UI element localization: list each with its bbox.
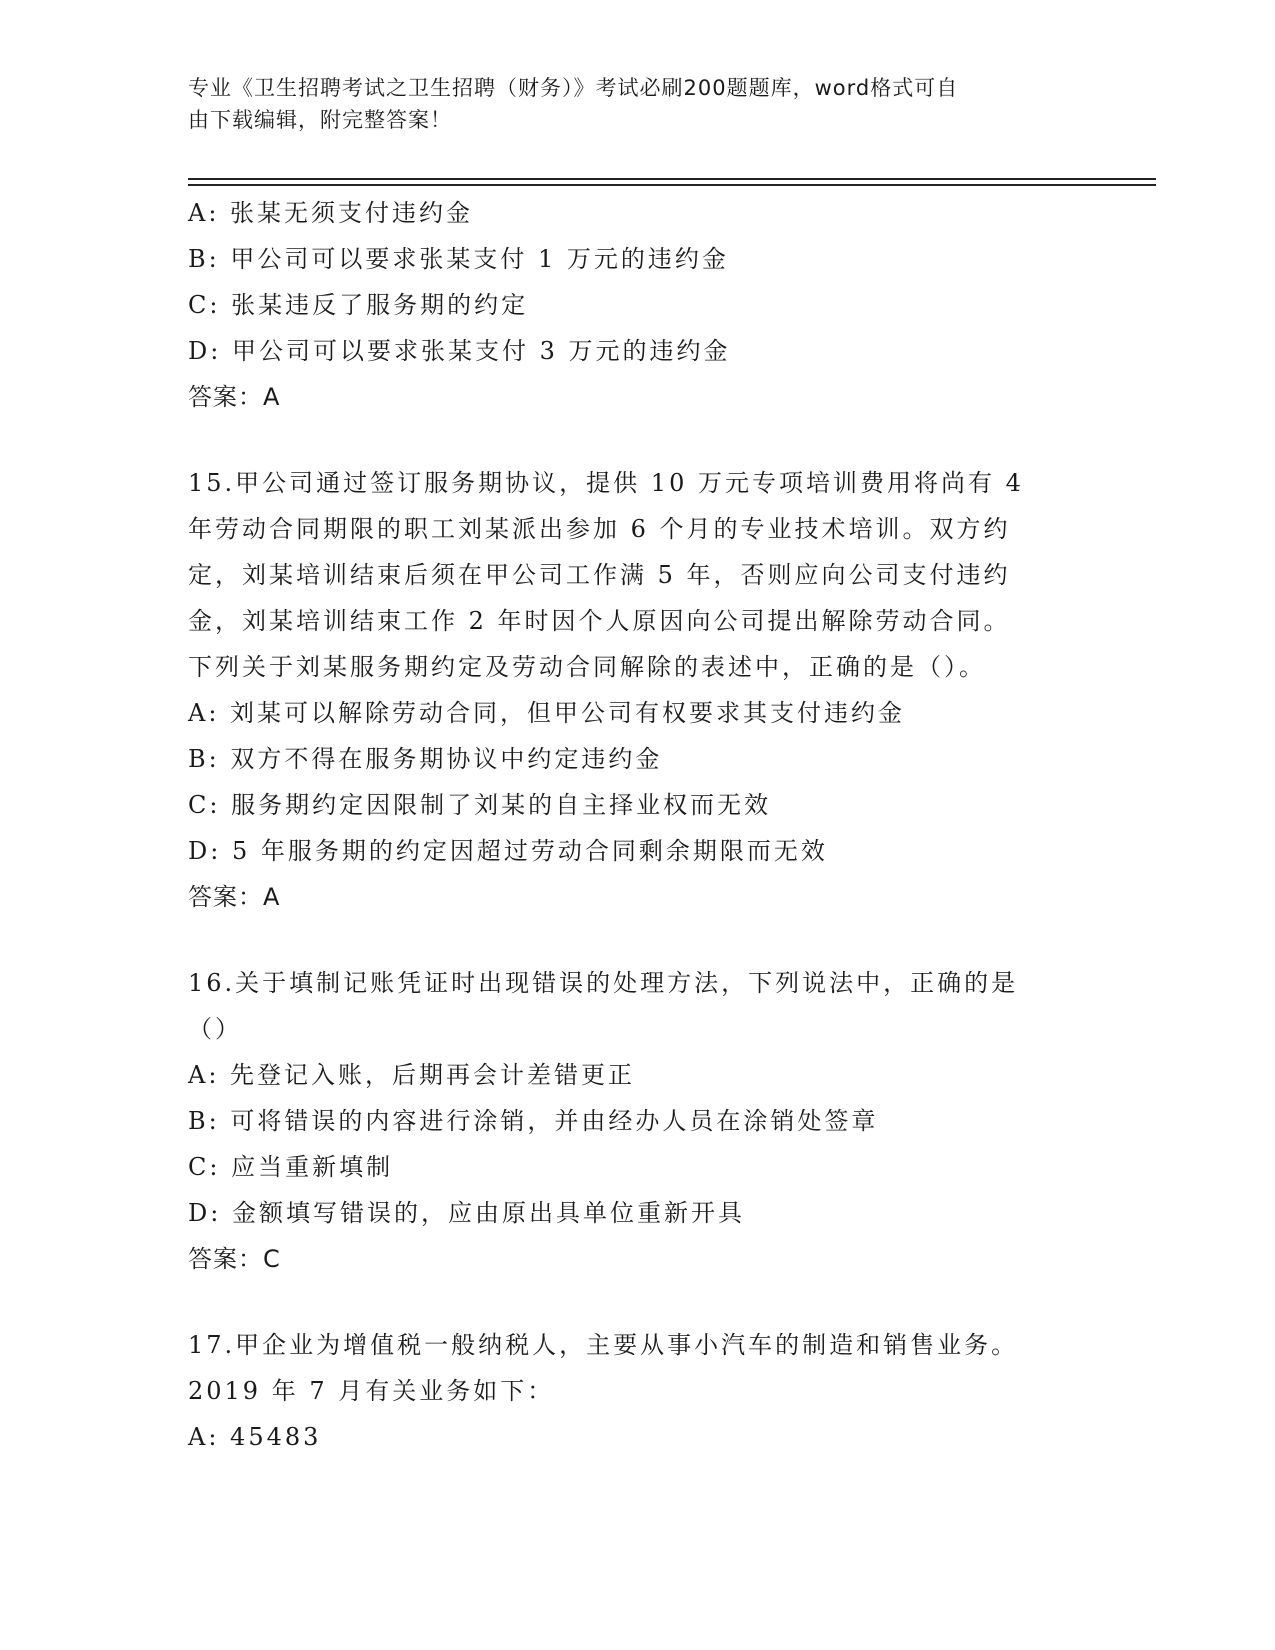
spacer: [188, 1282, 1088, 1322]
option-c: C: 张某违反了服务期的约定: [188, 291, 529, 319]
option-c: C: 应当重新填制: [188, 1153, 394, 1181]
answer-label: 答案：A: [188, 883, 281, 911]
option-a: A: 先登记入账，后期再会计差错更正: [188, 1061, 636, 1089]
option-d: D: 甲公司可以要求张某支付 3 万元的违约金: [188, 337, 731, 365]
option-b: B: 双方不得在服务期协议中约定违约金: [188, 745, 663, 773]
header-title-line-1: 专业《卫生招聘考试之卫生招聘（财务）》考试必刷200题题库，word格式可自: [188, 76, 959, 100]
document-header: [188, 72, 1068, 136]
question-stem-line: 下列关于刘某服务期约定及劳动合同解除的表述中，正确的是（）。: [188, 653, 986, 681]
option-d: D: 金额填写错误的，应由原出具单位重新开具: [188, 1199, 745, 1227]
spacer: [188, 420, 1088, 460]
question-stem-line: 年劳动合同期限的职工刘某派出参加 6 个月的专业技术培训。双方约: [188, 515, 1011, 543]
option-d: D: 5 年服务期的约定因超过劳动合同剩余期限而无效: [188, 837, 828, 865]
option-a: A: 45483: [188, 1423, 322, 1451]
question-15: [188, 460, 1088, 920]
header-divider-top: [188, 178, 1156, 180]
answer-label: 答案：A: [188, 383, 281, 411]
questions-content: [188, 190, 1088, 1460]
question-stem-line: 金，刘某培训结束工作 2 年时因个人原因向公司提出解除劳动合同。: [188, 607, 1011, 635]
question-stem-line: （）: [188, 1015, 242, 1043]
answer-label: 答案：C: [188, 1245, 281, 1273]
question-stem-line: 17.甲企业为增值税一般纳税人，主要从事小汽车的制造和销售业务。: [188, 1331, 1019, 1359]
header-title-line-2: 由下载编辑，附完整答案！: [188, 108, 452, 132]
question-stem-line: 定，刘某培训结束后须在甲公司工作满 5 年，否则应向公司支付违约: [188, 561, 1011, 589]
option-c: C: 服务期约定因限制了刘某的自主择业权而无效: [188, 791, 772, 819]
header-divider-bottom: [188, 184, 1156, 186]
question-17: [188, 1322, 1088, 1460]
option-b: B: 可将错误的内容进行涂销，并由经办人员在涂销处签章: [188, 1107, 879, 1135]
question-stem-line: 15.甲公司通过签订服务期协议，提供 10 万元专项培训费用将尚有 4: [188, 469, 1024, 497]
question-16: [188, 960, 1088, 1282]
option-a: A: 刘某可以解除劳动合同，但甲公司有权要求其支付违约金: [188, 699, 906, 727]
question-14: [188, 190, 1088, 420]
question-stem-line: 2019 年 7 月有关业务如下：: [188, 1377, 555, 1405]
question-stem-line: 16.关于填制记账凭证时出现错误的处理方法，下列说法中，正确的是: [188, 969, 1019, 997]
option-a: A: 张某无须支付违约金: [188, 199, 474, 227]
spacer: [188, 920, 1088, 960]
option-b: B: 甲公司可以要求张某支付 1 万元的违约金: [188, 245, 729, 273]
